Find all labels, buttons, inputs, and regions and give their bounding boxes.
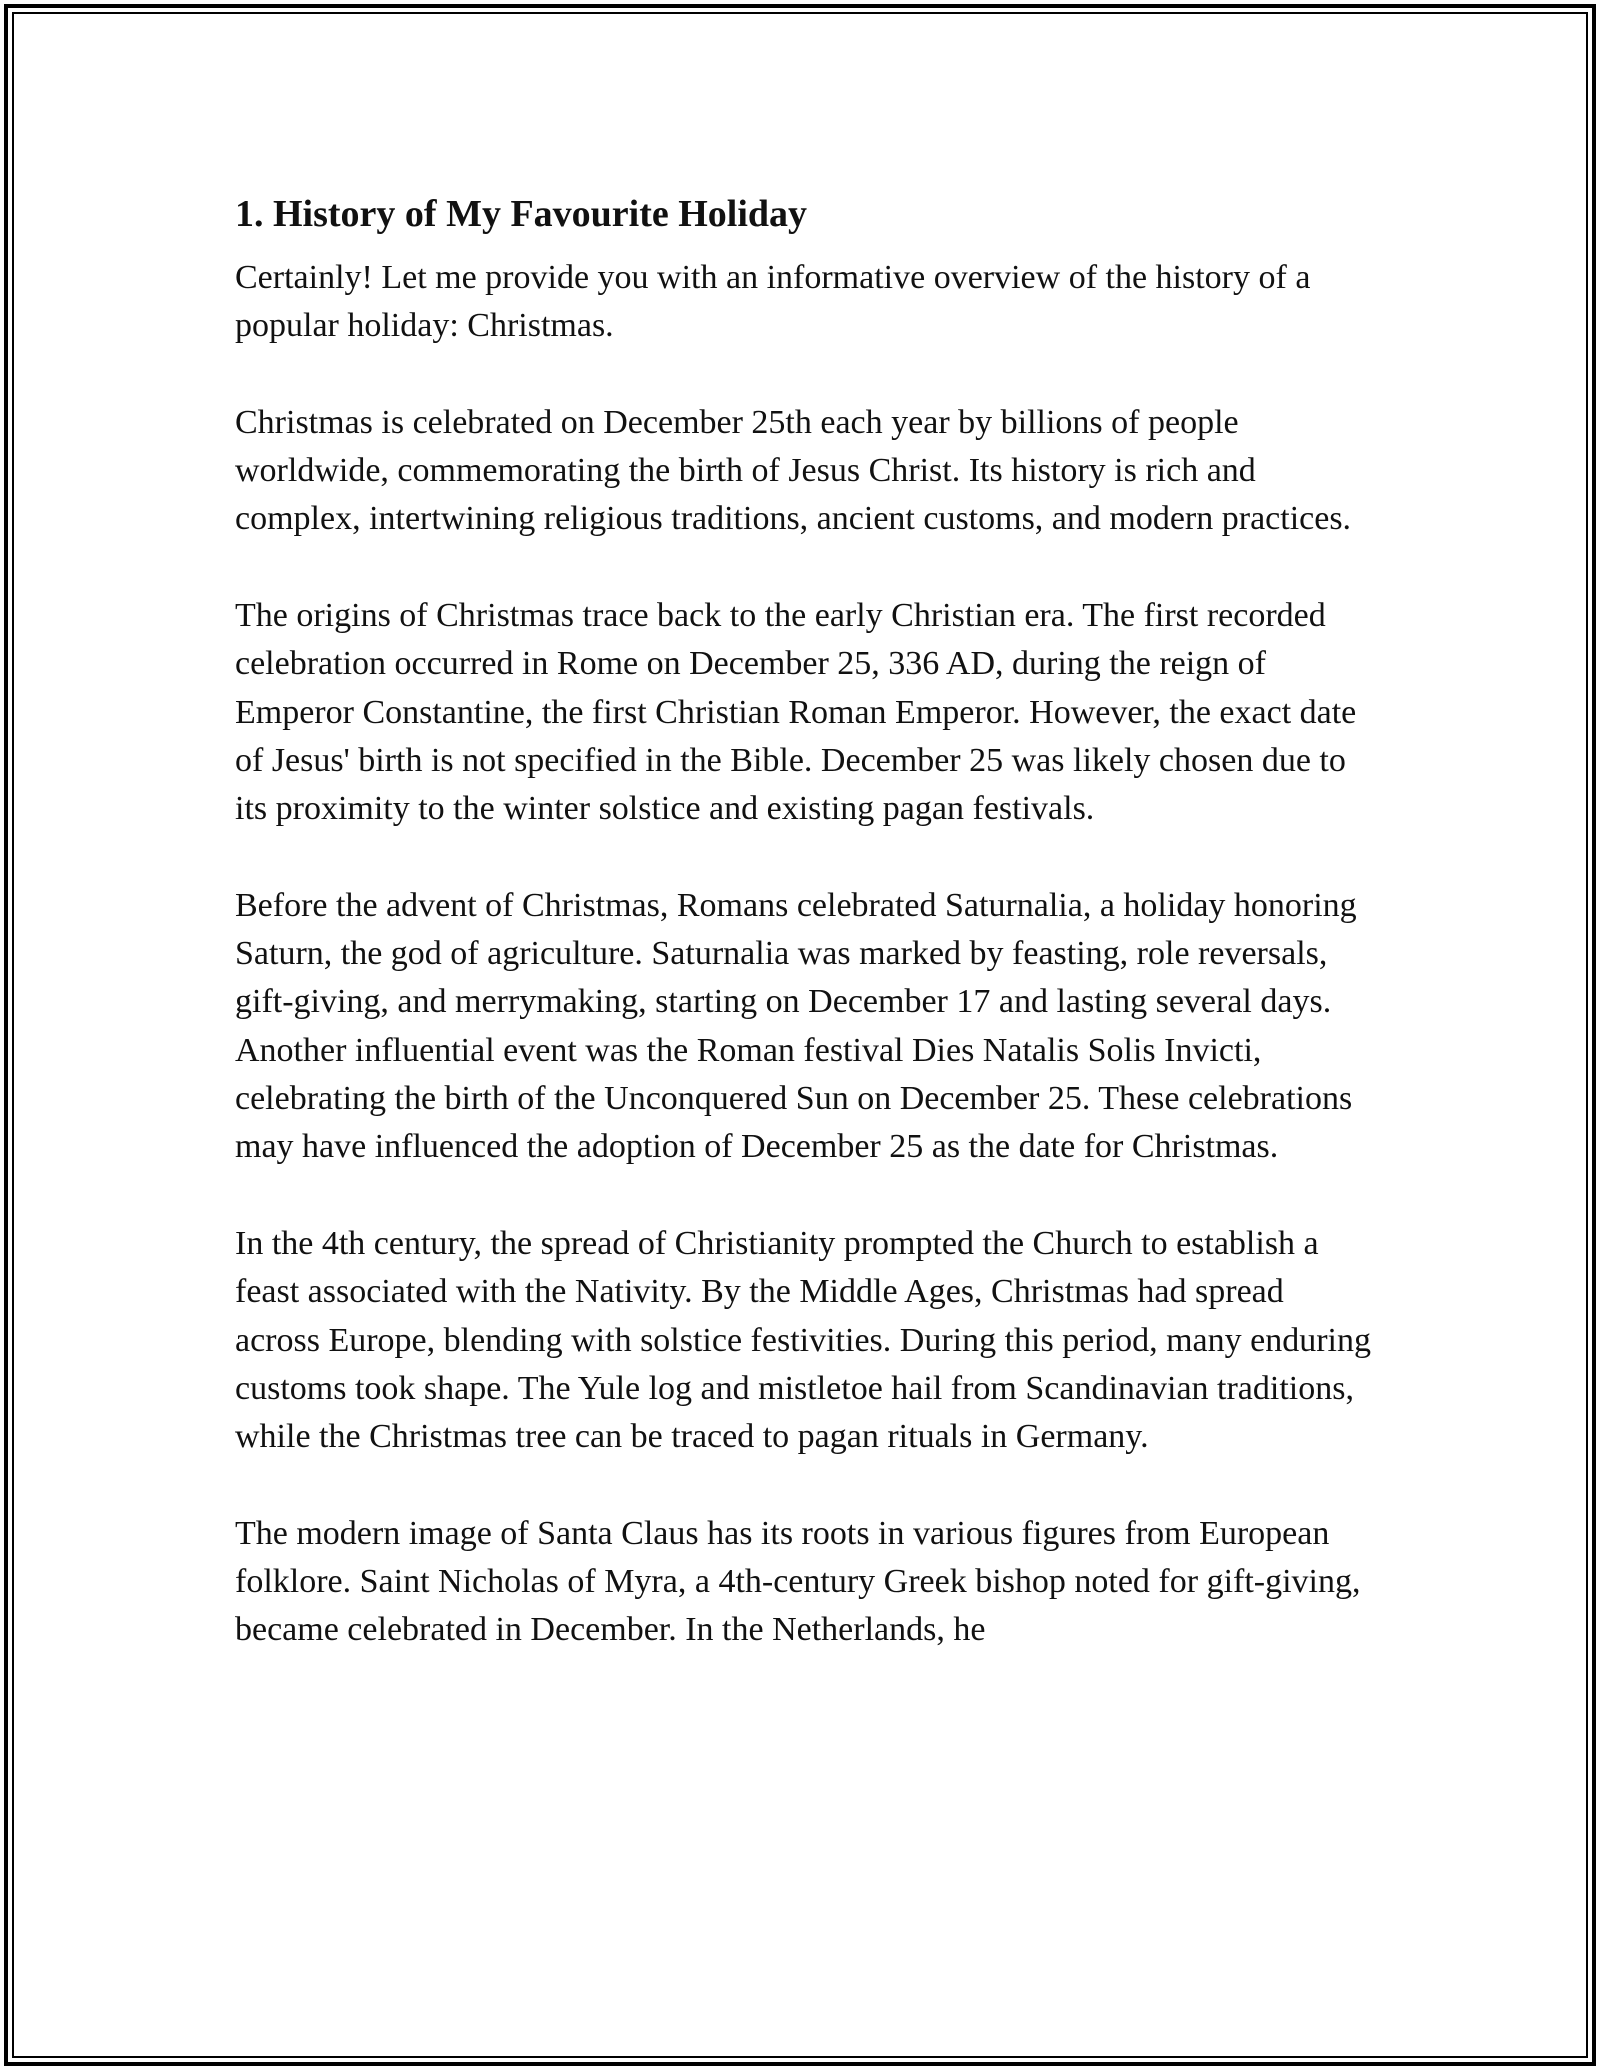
paragraph-intro: Certainly! Let me provide you with an informative overview of the history of a popular holiday: Christmas.: [235, 259, 1311, 345]
section-heading: 1. History of My Favourite Holiday: [235, 193, 808, 235]
paragraph-origins: The origins of Christmas trace back to the early Christian era. The first recorded celebration occurred in Rome on December 25, 336 AD, during the reign of Emperor Constantine, the first Christian Roman Emperor. However, the exact date of Jesus' birth is not specified in the Bible. December 25 was likely chosen due to its proximity to the winter solstice and existing pagan festivals.: [235, 597, 1357, 828]
paragraph-santa-claus: The modern image of Santa Claus has its roots in various figures from European folklore. Saint Nicholas of Myra, a 4th-century Greek bishop noted for gift-giving, became celebrated in December. In the Netherlands, he: [235, 1514, 1361, 1649]
paragraph-middle-ages: In the 4th century, the spread of Christianity prompted the Church to establish a feast associated with the Nativity. By the Middle Ages, Christmas had spread across Europe, blending with solstice festivities. During this period, many enduring customs took shape. The Yule log and mistletoe hail from Scandinavian traditions, while the Christmas tree can be traced to pagan rituals in Germany.: [235, 1224, 1371, 1456]
paragraph-celebration: Christmas is celebrated on December 25th each year by billions of people worldwide, commemorating the birth of Jesus Christ. Its history is rich and complex, intertwining religious traditions, ancient customs, and modern practices.: [235, 403, 1352, 538]
document-body: [235, 180, 1375, 1703]
paragraph-saturnalia: Before the advent of Christmas, Romans celebrated Saturnalia, a holiday honoring Saturn, the god of agriculture. Saturnalia was marked by feasting, role reversals, gift-giving, and merrymaking, starting on December 17 and lasting several days. Another influential event was the Roman festival Dies Natalis Solis Invicti, celebrating the birth of the Unconquered Sun on December 25. These celebrations may have influenced the adoption of December 25 as the date for Christmas.: [235, 886, 1357, 1166]
